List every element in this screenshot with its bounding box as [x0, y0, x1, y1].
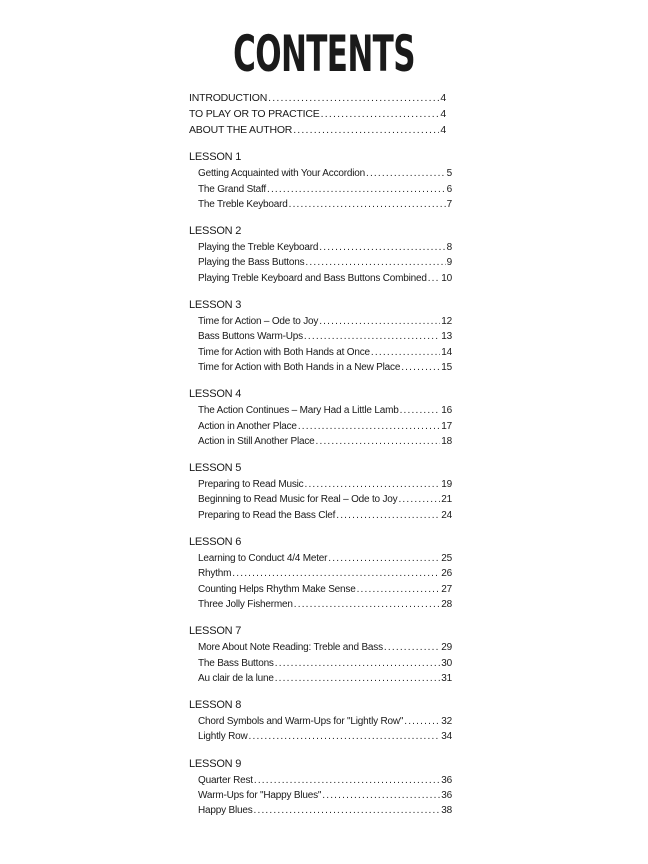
toc-page-number: 9	[446, 257, 452, 269]
toc-page-number: 16	[441, 405, 452, 417]
toc-entry	[189, 182, 452, 197]
toc-page-number: 28	[441, 598, 452, 610]
dot-leader	[316, 434, 441, 449]
toc-entry-title: More About Note Reading: Treble and Bass	[198, 642, 383, 654]
toc-page-number: 6	[446, 183, 452, 195]
toc-entry	[189, 106, 452, 122]
toc-entry	[189, 729, 452, 744]
toc-page-number: 30	[441, 657, 452, 669]
toc-entry	[189, 197, 452, 212]
toc-page-number: 24	[441, 509, 452, 521]
lesson-section	[189, 698, 452, 745]
toc-page-number: 31	[441, 672, 452, 684]
toc-page-number: 18	[441, 435, 452, 447]
lesson-heading: LESSON 6	[189, 536, 242, 549]
toc-page-number: 15	[441, 361, 452, 373]
front-matter-section	[189, 90, 452, 138]
dot-leader	[398, 492, 440, 507]
lesson-heading: LESSON 4	[189, 388, 242, 401]
toc-entry-title: The Bass Buttons	[198, 657, 274, 669]
page-title: CONTENTS	[233, 25, 415, 83]
toc-page-number: 8	[446, 242, 452, 254]
toc-entry	[189, 419, 452, 434]
dot-leader	[322, 788, 440, 803]
dot-leader	[304, 477, 440, 492]
toc-page-number: 29	[441, 642, 452, 654]
toc-entry	[189, 671, 452, 686]
lesson-section	[189, 461, 452, 523]
toc-page-number: 4	[440, 92, 446, 104]
toc-entry-title: The Action Continues – Mary Had a Little Lamb	[198, 405, 399, 417]
dot-leader	[319, 240, 445, 255]
table-of-contents	[189, 90, 452, 819]
dot-leader	[267, 182, 446, 197]
dot-leader	[428, 271, 441, 286]
lesson-heading: LESSON 7	[189, 625, 242, 638]
toc-entry	[189, 640, 452, 655]
lesson-heading: LESSON 8	[189, 699, 242, 712]
toc-entry-title: Action in Another Place	[198, 420, 297, 432]
toc-entry-title: The Treble Keyboard	[198, 198, 288, 210]
toc-entry-title: Warm-Ups for "Happy Blues"	[198, 790, 322, 801]
toc-page-number: 14	[441, 346, 452, 358]
dot-leader	[298, 419, 440, 434]
toc-page-number: 26	[441, 568, 452, 580]
toc-page-number: 36	[441, 774, 452, 786]
toc-entry-title: Time for Action with Both Hands in a New Place	[198, 361, 401, 373]
toc-entry-title: Playing Treble Keyboard and Bass Buttons Combined	[198, 272, 427, 284]
toc-entry	[189, 90, 452, 106]
toc-entry-title: Time for Action with Both Hands at Once	[198, 346, 370, 358]
toc-entry	[189, 566, 452, 581]
lesson-heading: LESSON 3	[189, 299, 242, 312]
dot-leader	[357, 582, 441, 597]
lesson-section	[189, 757, 452, 819]
toc-entry	[189, 714, 452, 729]
toc-entry	[189, 314, 452, 329]
toc-entry-title: Rhythm	[198, 568, 232, 580]
dot-leader	[401, 360, 440, 375]
dot-leader	[293, 122, 439, 138]
toc-entry	[189, 360, 452, 375]
toc-page-number: 19	[441, 479, 452, 491]
toc-page-number: 4	[440, 124, 446, 137]
dot-leader	[336, 508, 440, 523]
toc-entry-title: Lightly Row	[198, 731, 248, 743]
toc-entry-title: Au clair de la lune	[198, 672, 274, 684]
dot-leader	[366, 166, 446, 181]
toc-page-number: 38	[441, 805, 452, 817]
dot-leader	[328, 551, 440, 566]
dot-leader	[305, 255, 445, 270]
toc-entry	[189, 803, 452, 818]
toc-entry-title: INTRODUCTION	[189, 92, 268, 104]
dot-leader	[254, 803, 441, 818]
lesson-heading: LESSON 2	[189, 225, 242, 238]
toc-entry	[189, 403, 452, 418]
dot-leader	[232, 566, 440, 581]
toc-entry	[189, 271, 452, 286]
lesson-section	[189, 624, 452, 686]
toc-entry	[189, 434, 452, 449]
toc-page-number: 34	[441, 731, 452, 743]
toc-entry-title: Happy Blues	[198, 805, 253, 817]
toc-entry	[189, 508, 452, 523]
toc-entry	[189, 582, 452, 597]
lesson-section	[189, 224, 452, 286]
lesson-heading: LESSON 1	[189, 151, 242, 164]
toc-entry-title: Preparing to Read the Bass Clef	[198, 509, 336, 521]
toc-entry-title: Time for Action – Ode to Joy	[198, 316, 319, 328]
toc-entry	[189, 255, 452, 270]
lesson-section	[189, 150, 452, 212]
lesson-heading: LESSON 9	[189, 757, 242, 770]
toc-page-number: 27	[441, 583, 452, 595]
toc-entry-title: Getting Acquainted with Your Accordion	[198, 168, 365, 180]
toc-page-number: 7	[446, 198, 452, 210]
dot-leader	[294, 597, 441, 612]
toc-page-number: 17	[441, 420, 452, 432]
toc-page-number: 10	[441, 272, 452, 284]
lesson-section	[189, 535, 452, 612]
dot-leader	[404, 714, 440, 729]
toc-entry	[189, 122, 452, 138]
toc-entry	[189, 788, 452, 803]
toc-entry-title: Playing the Treble Keyboard	[198, 242, 319, 254]
toc-page-number: 12	[441, 316, 452, 328]
dot-leader	[268, 90, 439, 106]
toc-page-number: 32	[441, 716, 452, 728]
toc-entry	[189, 240, 452, 255]
dot-leader	[275, 656, 441, 671]
toc-page-number: 36	[441, 790, 452, 801]
dot-leader	[319, 314, 440, 329]
dot-leader	[400, 403, 441, 418]
toc-entry	[189, 492, 452, 507]
toc-page-number: 4	[440, 108, 446, 121]
toc-entry-title: Playing the Bass Buttons	[198, 257, 305, 269]
dot-leader	[371, 345, 440, 360]
dot-leader	[289, 197, 446, 212]
toc-entry-title: Beginning to Read Music for Real – Ode to Joy	[198, 494, 398, 506]
toc-entry	[189, 345, 452, 360]
dot-leader	[275, 671, 441, 686]
dot-leader	[321, 106, 440, 122]
lesson-section	[189, 298, 452, 375]
toc-entry	[189, 329, 452, 344]
toc-entry-title: Action in Still Another Place	[198, 435, 315, 447]
toc-page-number: 5	[446, 168, 452, 180]
dot-leader	[249, 729, 441, 744]
toc-page-number: 13	[441, 331, 452, 343]
dot-leader	[254, 773, 440, 788]
dot-leader	[384, 640, 440, 655]
toc-entry-title: Chord Symbols and Warm-Ups for "Lightly Row"	[198, 716, 404, 728]
toc-entry	[189, 597, 452, 612]
toc-entry	[189, 551, 452, 566]
toc-entry-title: Learning to Conduct 4/4 Meter	[198, 553, 328, 565]
toc-page-number: 25	[441, 553, 452, 565]
toc-entry	[189, 656, 452, 671]
toc-entry-title: Bass Buttons Warm-Ups	[198, 331, 303, 343]
toc-entry-title: The Grand Staff	[198, 183, 266, 195]
toc-page-number: 21	[441, 494, 452, 506]
toc-entry	[189, 166, 452, 181]
dot-leader	[304, 329, 440, 344]
toc-entry	[189, 477, 452, 492]
toc-entry-title: TO PLAY OR TO PRACTICE	[189, 108, 320, 121]
toc-entry	[189, 773, 452, 788]
toc-entry-title: ABOUT THE AUTHOR	[189, 124, 293, 137]
toc-entry-title: Counting Helps Rhythm Make Sense	[198, 583, 356, 595]
lesson-section	[189, 387, 452, 449]
toc-entry-title: Quarter Rest	[198, 774, 253, 786]
toc-entry-title: Three Jolly Fishermen	[198, 598, 293, 610]
toc-entry-title: Preparing to Read Music	[198, 479, 304, 491]
lesson-heading: LESSON 5	[189, 462, 242, 475]
